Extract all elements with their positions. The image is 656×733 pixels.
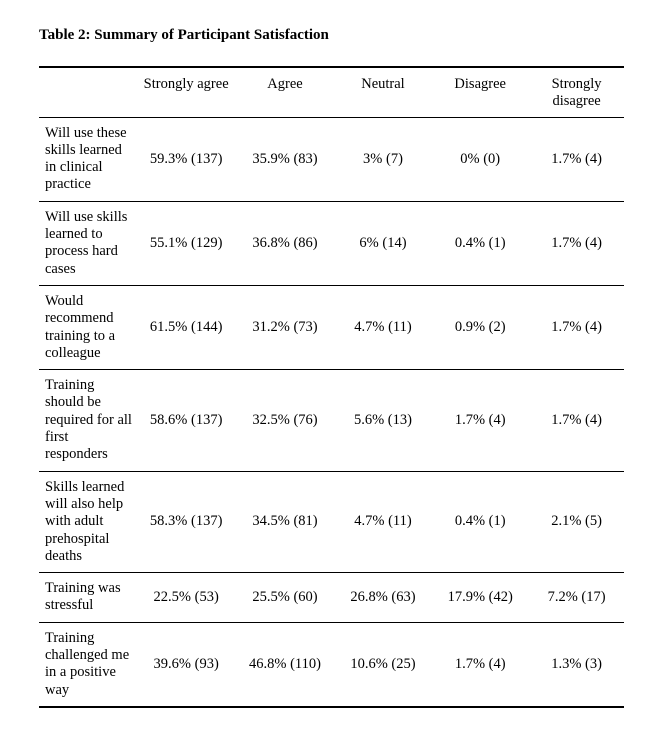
- satisfaction-table: [39, 66, 624, 708]
- table-cell: 46.8% (110): [235, 622, 335, 707]
- table-cell: 1.7% (4): [431, 370, 529, 471]
- table-cell: 34.5% (81): [235, 471, 335, 572]
- column-header-strongly-agree: Strongly agree: [137, 67, 235, 117]
- table-cell: 26.8% (63): [335, 573, 431, 623]
- table-cell: 5.6% (13): [335, 370, 431, 471]
- table-cell: 1.3% (3): [529, 622, 624, 707]
- column-header-stub: [39, 67, 137, 117]
- table-cell: 1.7% (4): [529, 370, 624, 471]
- table-cell: 61.5% (144): [137, 285, 235, 369]
- row-label: Would recommend training to a colleague: [39, 285, 137, 369]
- row-label: Skills learned will also help with adult prehospital deaths: [39, 471, 137, 572]
- table-cell: 35.9% (83): [235, 117, 335, 201]
- table-row: [39, 573, 624, 623]
- column-header-neutral: Neutral: [335, 67, 431, 117]
- column-header-strongly-disagree: Strongly disagree: [529, 67, 624, 117]
- table-cell: 39.6% (93): [137, 622, 235, 707]
- table-cell: 0.4% (1): [431, 201, 529, 285]
- table-cell: 0% (0): [431, 117, 529, 201]
- table-cell: 31.2% (73): [235, 285, 335, 369]
- row-label: Training challenged me in a positive way: [39, 622, 137, 707]
- table-cell: 4.7% (11): [335, 471, 431, 572]
- table-row: [39, 201, 624, 285]
- table-cell: 58.3% (137): [137, 471, 235, 572]
- table-cell: 22.5% (53): [137, 573, 235, 623]
- table-cell: 2.1% (5): [529, 471, 624, 572]
- table-cell: 3% (7): [335, 117, 431, 201]
- column-header-disagree: Disagree: [431, 67, 529, 117]
- table-cell: 4.7% (11): [335, 285, 431, 369]
- table-caption: Table 2: Summary of Participant Satisfaction: [39, 27, 329, 43]
- column-header-agree: Agree: [235, 67, 335, 117]
- row-label: Training should be required for all first responders: [39, 370, 137, 471]
- table-row: [39, 622, 624, 707]
- table-cell: 25.5% (60): [235, 573, 335, 623]
- table-cell: 7.2% (17): [529, 573, 624, 623]
- table-cell: 1.7% (4): [529, 117, 624, 201]
- table-cell: 17.9% (42): [431, 573, 529, 623]
- table-row: [39, 285, 624, 369]
- table-cell: 58.6% (137): [137, 370, 235, 471]
- table-cell: 6% (14): [335, 201, 431, 285]
- table-row: [39, 117, 624, 201]
- table-cell: 55.1% (129): [137, 201, 235, 285]
- table-cell: 1.7% (4): [529, 285, 624, 369]
- table-row: [39, 370, 624, 471]
- table-row: [39, 471, 624, 572]
- table-cell: 0.9% (2): [431, 285, 529, 369]
- table-cell: 59.3% (137): [137, 117, 235, 201]
- header-row: [39, 67, 624, 117]
- row-label: Training was stressful: [39, 573, 137, 623]
- row-label: Will use these skills learned in clinical practice: [39, 117, 137, 201]
- table-cell: 0.4% (1): [431, 471, 529, 572]
- row-label: Will use skills learned to process hard cases: [39, 201, 137, 285]
- table-cell: 36.8% (86): [235, 201, 335, 285]
- table-cell: 10.6% (25): [335, 622, 431, 707]
- table-cell: 1.7% (4): [529, 201, 624, 285]
- table-cell: 32.5% (76): [235, 370, 335, 471]
- table-cell: 1.7% (4): [431, 622, 529, 707]
